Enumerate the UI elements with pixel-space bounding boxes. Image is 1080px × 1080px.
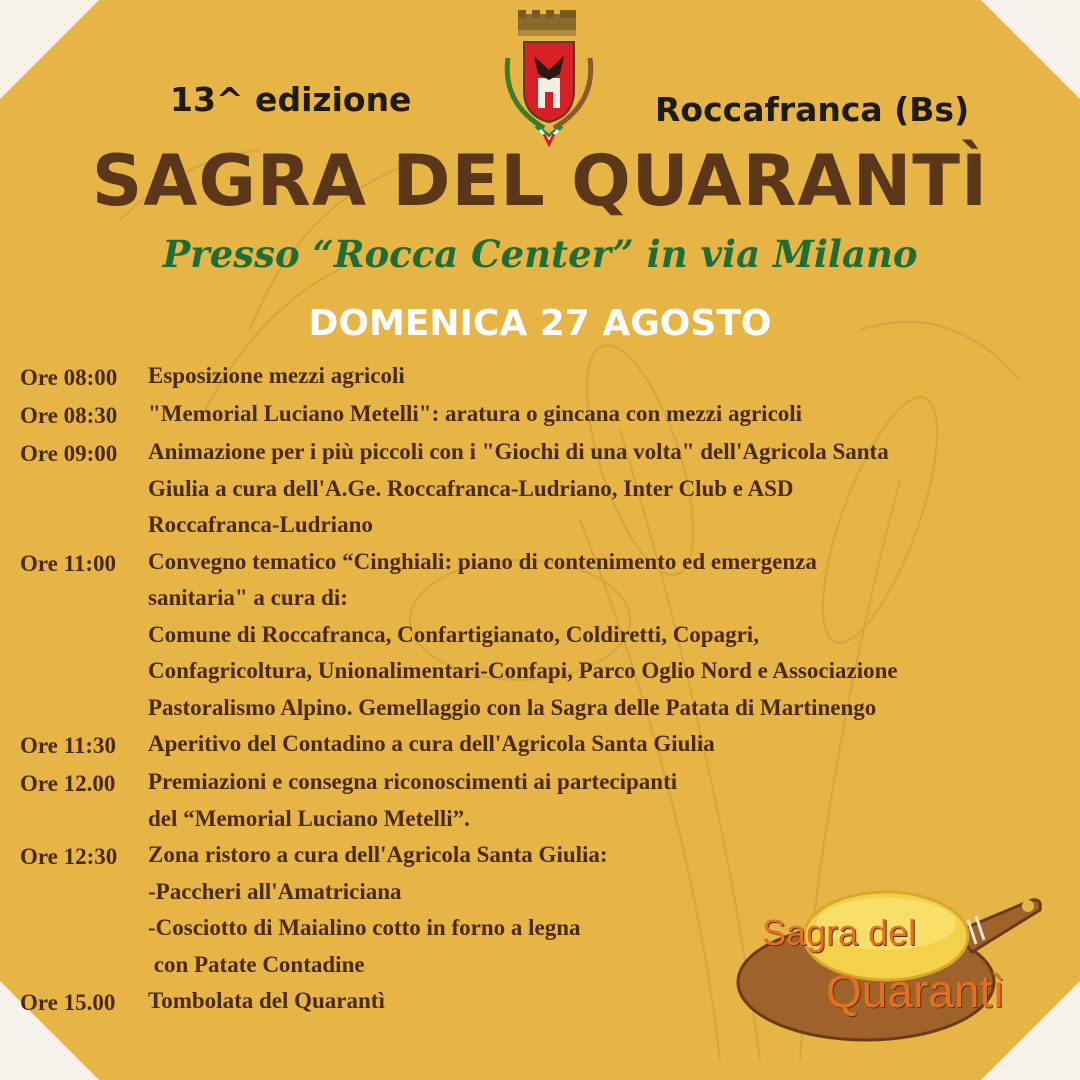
- event-date: DOMENICA 27 AGOSTO: [308, 303, 772, 344]
- description-line: sanitaria" a cura di:: [148, 585, 348, 610]
- description-line: Aperitivo del Contadino a cura dell'Agricola Santa Giulia: [148, 731, 715, 756]
- description-line: Convegno tematico “Cinghiali: piano di contenimento ed emergenza: [148, 548, 817, 574]
- schedule-time: Ore 15.00: [20, 990, 116, 1015]
- logo-text-line2: Quarantì: [826, 965, 1005, 1017]
- event-title: SAGRA DEL QUARANTÌ: [91, 140, 989, 222]
- schedule-row: [20, 434, 1070, 544]
- description-line: Confagricoltura, Unionalimentari-Confapi, Parco Oglio Nord e Associazione: [148, 658, 898, 683]
- edition-label: 13^ edizione: [170, 80, 412, 119]
- schedule-description: [148, 396, 1070, 433]
- schedule-time: Ore 08:30: [20, 403, 118, 428]
- description-line: Tombolata del Quarantì: [148, 988, 385, 1013]
- schedule-row: [20, 764, 1070, 837]
- schedule-time: Ore 11:00: [20, 550, 117, 576]
- venue-subtitle: Presso “Rocca Center” in via Milano: [162, 232, 918, 276]
- description-line: Comune di Roccafranca, Confartigianato, Coldiretti, Copagri,: [148, 621, 759, 647]
- schedule-time: Ore 12:30: [20, 844, 118, 869]
- description-line: "Memorial Luciano Metelli": aratura o gincana con mezzi agricoli: [148, 401, 803, 426]
- schedule-time: Ore 11:30: [20, 733, 117, 758]
- town-coat-of-arms-icon: [494, 8, 604, 148]
- description-line: Premiazioni e consegna riconoscimenti ai partecipanti: [148, 769, 678, 794]
- description-line: Animazione per i più piccoli con i "Giochi di una volta" dell'Agricola Santa: [148, 439, 889, 464]
- description-line: Roccafranca-Ludriano: [148, 512, 373, 537]
- schedule-time: Ore 12.00: [20, 771, 116, 796]
- schedule-row: [20, 396, 1070, 434]
- schedule-row: [20, 544, 1070, 727]
- logo-text-line1: Sagra del: [762, 912, 917, 953]
- schedule-description: [148, 358, 1070, 395]
- town-label: Roccafranca (Bs): [655, 90, 970, 129]
- description-line: -Paccheri all'Amatriciana: [148, 878, 402, 904]
- description-line: Pastoralismo Alpino. Gemellaggio con la Sagra delle Patata di Martinengo: [148, 694, 877, 720]
- description-line: con Patate Contadine: [148, 951, 365, 977]
- schedule-time: Ore 08:00: [20, 365, 118, 390]
- schedule-description: [148, 764, 1070, 837]
- schedule-row: [20, 358, 1070, 396]
- schedule-description: [148, 726, 1070, 763]
- schedule-time: Ore 09:00: [20, 441, 118, 466]
- description-line: Zona ristoro a cura dell'Agricola Santa Giulia:: [148, 842, 608, 867]
- description-line: -Cosciotto di Maialino cotto in forno a legna: [148, 915, 581, 940]
- schedule-row: [20, 726, 1070, 764]
- schedule-description: [148, 434, 1070, 544]
- description-line: Esposizione mezzi agricoli: [148, 363, 405, 388]
- description-line: Giulia a cura dell'A.Ge. Roccafranca-Ludriano, Inter Club e ASD: [148, 475, 794, 501]
- description-line: del “Memorial Luciano Metelli”.: [148, 805, 470, 831]
- schedule-description: [148, 544, 1070, 727]
